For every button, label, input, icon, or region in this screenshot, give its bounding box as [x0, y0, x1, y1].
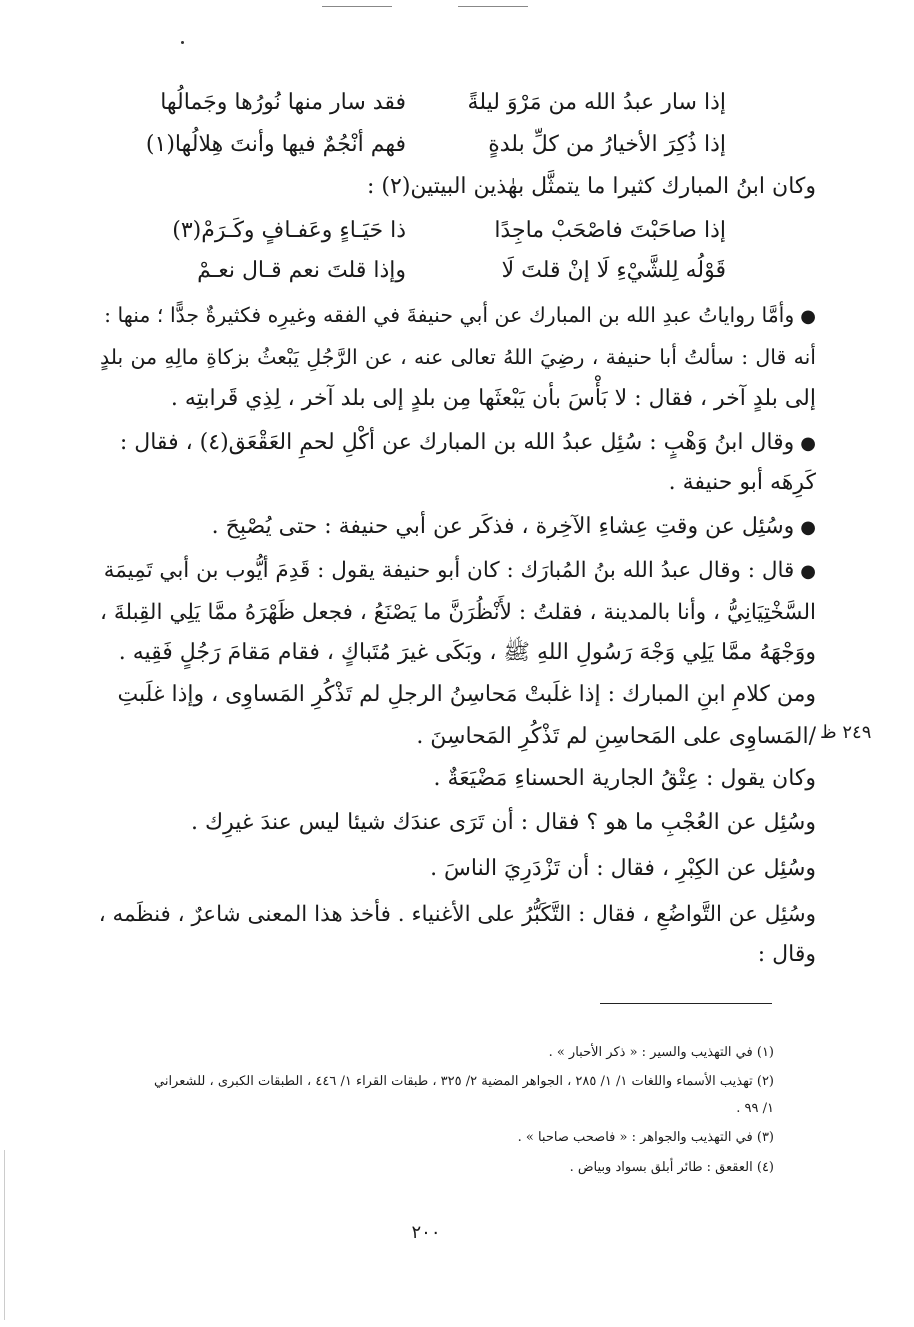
intro-line: وكان ابنُ المبارك كثيرا ما يتمثَّل بهٰذين البيتين(٢) :	[366, 174, 816, 199]
scan-edge	[4, 1150, 5, 1320]
paragraph-line: إلى بلدٍ آخر ، فقال : لا بَأْسَ بأن يَبْعثَها مِن بلدٍ إلى بلد آخر ، لِذِي قَرابتِه .	[170, 386, 816, 411]
paragraph-line: وقال :	[757, 942, 816, 967]
paragraph-text: قال : وقال عبدُ الله بنُ المُبارَك : كان أبو حنيفة يقول : قَدِمَ أيُّوب بن أبي تَمِيمَة	[103, 558, 795, 583]
paragraph-line: كَرِهَه أبو حنيفة .	[668, 470, 816, 495]
bullet-icon: ●	[800, 433, 816, 454]
verse-second-hemistich: فقد سار منها نُورُها وجَمالُها	[160, 90, 406, 115]
bullet-icon: ●	[800, 306, 816, 327]
paragraph-line: ومن كلامِ ابنِ المبارك : إذا غلَبتْ مَحاسِنُ الرجلِ لم تَذْكُرِ المَساوِى ، وإذا غلَبتِ	[117, 682, 816, 707]
verse-first-hemistich: إذا سار عبدُ الله من مَرْوَ ليلةً	[467, 90, 726, 115]
paragraph-text: وأمَّا رواياتُ عبدِ الله بن المبارك عن أبي حنيفةَ في الفقه وغيرِه فكثيرةٌ جدًّا ؛ منها :	[104, 303, 795, 327]
verse-first-hemistich: إذا صاحَبْتَ فاصْحَبْ ماجِدًا	[494, 218, 726, 243]
footnote: (٤) العقعق : طائر أبلق بسواد وبياض .	[569, 1160, 774, 1175]
bullet-icon: ●	[800, 561, 816, 582]
paragraph-line: وسُئِل عن التَّواضُعِ ، فقال : التَّكَبُّرُ على الأغنياء . فأخذ هذا المعنى شاعرٌ ، فنظَمه ،	[98, 902, 816, 927]
paragraph-line: أنه قال : سألتُ أبا حنيفة ، رضِيَ اللهُ تعالى عنه ، عن الرَّجُلِ يَبْعثُ بزكاةِ مالِهِ من بلدٍ	[100, 345, 816, 369]
verse-first-hemistich: إذا ذُكِرَ الأخيارُ من كلِّ بلدةٍ	[488, 132, 726, 157]
paragraph-line: وسُئِل عن الكِبْرِ ، فقال : أن تَزْدَرِيَ الناسَ .	[430, 856, 816, 881]
paragraph-line: /المَساوِى على المَحاسِنِ لم تَذْكُرِ المَحاسِنَ .	[416, 724, 816, 749]
paragraph-line: وكان يقول : عِتْقُ الجارية الحسناءِ مَضْيَعَةٌ .	[433, 766, 816, 791]
footnote: (٢) تهذيب الأسماء واللغات ١/ ١/ ٢٨٥ ، الجواهر المضية ٢/ ٣٢٥ ، طبقات القراء ١/ ٤٤٦ ، الطبقات الكبرى ، للشعراني	[153, 1074, 774, 1089]
verse-second-hemistich: وإذا قلتَ نعم قـال نعـمْ	[197, 258, 406, 283]
footnote: (١) في التهذيب والسير : « ذكر الأحبار » .	[548, 1045, 774, 1060]
verse-first-hemistich: قَوْلُه لِلشَّيْءِ لَا إنْ قلتَ لَا	[501, 258, 726, 283]
footnotes	[100, 0, 774, 1200]
folio-margin-note: ٢٤٩ ظ	[820, 722, 872, 743]
paragraph-line: ووَجْهَهُ ممَّا يَلِي وَجْهَ رَسُولِ اللهِ ﷺ ، وبَكَى غيرَ مُتَباكٍ ، فقام مَقامَ رَجُلٍ فَقِيه .	[118, 640, 816, 665]
verse-second-hemistich: فهم أنْجُمٌ فيها وأنتَ هِلالُها(١)	[145, 132, 406, 157]
paragraph-text: وقال ابنُ وَهْبٍ : سُئِل عبدُ الله بن المبارك عن أكْلِ لحمِ العَقْعَق(٤) ، فقال :	[119, 430, 795, 455]
paragraph-text: وسُئِل عن وقتِ عِشاءِ الآخِرة ، فذكَر عن أبي حنيفة : حتى يُصْبِحَ .	[211, 514, 795, 539]
footnote: ١/ ٩٩ .	[736, 1101, 774, 1116]
paragraph-line: وسُئِل عن العُجْبِ ما هو ؟ فقال : أن تَرَى عندَك شيئا ليس عندَ غيرِك .	[191, 810, 816, 835]
paragraph-line: السَّخْتِيَانِيُّ ، وأنا بالمدينة ، فقلتُ : لأَنْظُرَنَّ ما يَصْنَعُ ، فجعل ظَهْرَهُ ممَّا يَلِي القِبلةَ ،	[100, 600, 816, 625]
verse-second-hemistich: ذا حَيَـاءٍ وعَفـافٍ وكَـرَمْ(٣)	[172, 218, 406, 243]
footnote: (٣) في التهذيب والجواهر : « فاصحب صاحبا » .	[517, 1130, 774, 1145]
bullet-icon: ●	[800, 517, 816, 538]
page-number: ٢٠٠	[411, 1222, 441, 1243]
